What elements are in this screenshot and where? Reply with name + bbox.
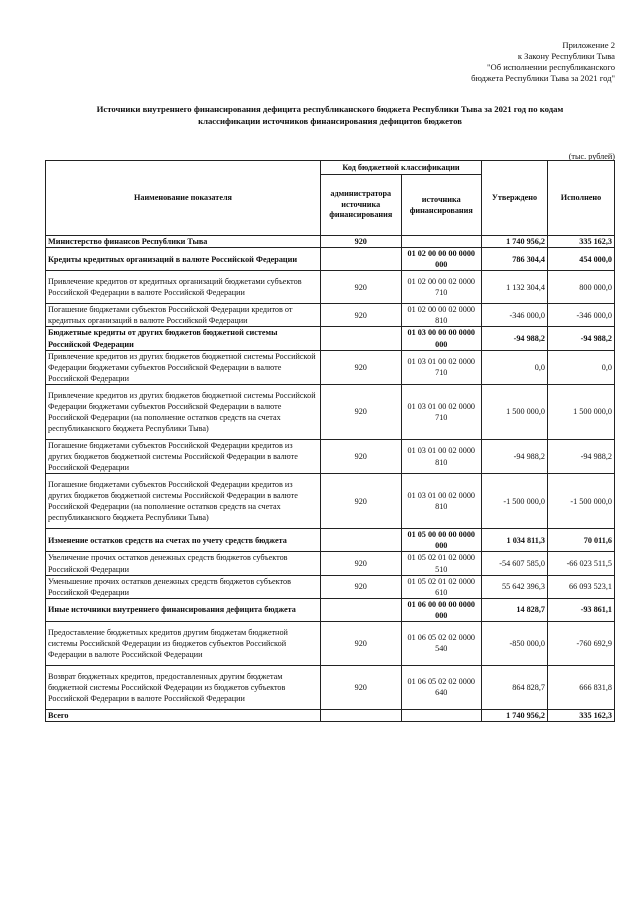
appendix-line: Приложение 2 [562, 40, 615, 50]
row-administrator-cell [321, 248, 402, 271]
row-name-cell: Министерство финансов Республики Тыва [46, 236, 321, 248]
table-row [46, 248, 615, 271]
row-executed-cell: -66 023 511,5 [548, 552, 615, 575]
table-row [46, 575, 615, 598]
row-source-code-cell: 01 02 00 00 02 0000 710 [401, 271, 482, 304]
row-name-cell: Кредиты кредитных организаций в валюте Российской Федерации [46, 248, 321, 271]
row-executed-cell: -1 500 000,0 [548, 474, 615, 529]
row-executed-cell: -93 861,1 [548, 598, 615, 621]
row-executed-cell: -94 988,2 [548, 439, 615, 473]
row-administrator-cell: 920 [321, 575, 402, 598]
row-administrator-cell: 920 [321, 439, 402, 473]
row-administrator-cell: 920 [321, 665, 402, 709]
row-name-cell: Возврат бюджетных кредитов, предоставленных другим бюджетам бюджетной системы Российской Федерации из бюджетов субъектов Российской Федерации в валюте Российской Федерации [46, 665, 321, 709]
row-approved-cell: 786 304,4 [482, 248, 548, 271]
table-row [46, 552, 615, 575]
row-executed-cell: 335 162,3 [548, 236, 615, 248]
row-source-code-cell: 01 02 00 00 02 0000 810 [401, 304, 482, 327]
header-code-group: Код бюджетной классификации [321, 161, 482, 175]
row-administrator-cell [321, 529, 402, 552]
row-name-cell: Бюджетные кредиты от других бюджетов бюджетной системы Российской Федерации [46, 327, 321, 350]
units-label: (тыс. рублей) [568, 152, 615, 161]
appendix-line: к Закону Республики Тыва [517, 51, 615, 61]
row-administrator-cell: 920 [321, 621, 402, 665]
row-administrator-cell [321, 598, 402, 621]
row-source-code-cell [401, 709, 482, 721]
row-name-cell: Уменьшение прочих остатков денежных средств бюджетов субъектов Российской Федерации [46, 575, 321, 598]
row-approved-cell: 0,0 [482, 350, 548, 384]
header-name: Наименование показателя [46, 161, 321, 236]
row-approved-cell: -54 607 585,0 [482, 552, 548, 575]
row-approved-cell: 1 034 811,3 [482, 529, 548, 552]
table-row [46, 271, 615, 304]
row-approved-cell: 55 642 396,3 [482, 575, 548, 598]
row-executed-cell: 66 093 523,1 [548, 575, 615, 598]
row-approved-cell: -94 988,2 [482, 439, 548, 473]
row-source-code-cell: 01 02 00 00 00 0000 000 [401, 248, 482, 271]
table-row [46, 598, 615, 621]
row-name-cell: Привлечение кредитов из других бюджетов бюджетной системы Российской Федерации бюджетами субъектов Российской Федерации в валюте Российской Федерации [46, 350, 321, 384]
document-title [60, 104, 600, 127]
row-source-code-cell: 01 05 02 01 02 0000 610 [401, 575, 482, 598]
row-source-code-cell: 01 03 01 00 02 0000 810 [401, 474, 482, 529]
row-name-cell: Увеличение прочих остатков денежных средств бюджетов субъектов Российской Федерации [46, 552, 321, 575]
row-approved-cell: -850 000,0 [482, 621, 548, 665]
row-name-cell: Предоставление бюджетных кредитов другим бюджетам бюджетной системы Российской Федерации из бюджетов субъектов Российской Федерации в валюте Российской Федерации [46, 621, 321, 665]
title-line: Источники внутреннего финансирования дефицита республиканского бюджета Республики Тыва за 2021 год по кодам [96, 104, 564, 114]
row-administrator-cell [321, 327, 402, 350]
header-administrator: администратора источника финансирования [321, 175, 402, 236]
table-row [46, 474, 615, 529]
header-source: источника финансирования [401, 175, 482, 236]
row-name-cell: Погашение бюджетами субъектов Российской Федерации кредитов из других бюджетов бюджетной системы Российской Федерации в валюте Российской Федерации [46, 439, 321, 473]
row-administrator-cell [321, 709, 402, 721]
row-administrator-cell: 920 [321, 552, 402, 575]
row-source-code-cell: 01 05 02 01 02 0000 510 [401, 552, 482, 575]
row-name-cell: Привлечение кредитов из других бюджетов бюджетной системы Российской Федерации бюджетами субъектов Российской Федерации в валюте Российской Федерации (на пополнение остатков средств на счетах республиканского бюджета Республики Тыва) [46, 384, 321, 439]
table-row [46, 439, 615, 473]
row-approved-cell: -94 988,2 [482, 327, 548, 350]
row-approved-cell: 864 828,7 [482, 665, 548, 709]
row-approved-cell: -1 500 000,0 [482, 474, 548, 529]
appendix-note [355, 40, 615, 84]
row-source-code-cell: 01 05 00 00 00 0000 000 [401, 529, 482, 552]
row-administrator-cell: 920 [321, 304, 402, 327]
row-executed-cell: 800 000,0 [548, 271, 615, 304]
row-administrator-cell: 920 [321, 271, 402, 304]
row-executed-cell: 454 000,0 [548, 248, 615, 271]
row-executed-cell: -94 988,2 [548, 327, 615, 350]
appendix-line: "Об исполнении республиканского [487, 62, 615, 72]
row-executed-cell: -760 692,9 [548, 621, 615, 665]
row-executed-cell: -346 000,0 [548, 304, 615, 327]
row-approved-cell: 1 740 956,2 [482, 236, 548, 248]
row-executed-cell: 666 831,8 [548, 665, 615, 709]
row-name-cell: Всего [46, 709, 321, 721]
appendix-line: бюджета Республики Тыва за 2021 год" [471, 73, 615, 83]
row-executed-cell: 335 162,3 [548, 709, 615, 721]
table-row [46, 529, 615, 552]
table-row [46, 304, 615, 327]
header-approved: Утверждено [482, 161, 548, 236]
row-administrator-cell: 920 [321, 236, 402, 248]
row-approved-cell: -346 000,0 [482, 304, 548, 327]
row-source-code-cell: 01 06 00 00 00 0000 000 [401, 598, 482, 621]
table-row [46, 709, 615, 721]
row-approved-cell: 1 740 956,2 [482, 709, 548, 721]
row-approved-cell: 14 828,7 [482, 598, 548, 621]
row-administrator-cell: 920 [321, 474, 402, 529]
table-row [46, 384, 615, 439]
table-body [46, 236, 615, 722]
row-source-code-cell: 01 03 01 00 02 0000 810 [401, 439, 482, 473]
row-administrator-cell: 920 [321, 384, 402, 439]
table-row [46, 665, 615, 709]
row-administrator-cell: 920 [321, 350, 402, 384]
row-name-cell: Иные источники внутреннего финансирования дефицита бюджета [46, 598, 321, 621]
row-name-cell: Погашение бюджетами субъектов Российской Федерации кредитов от кредитных организаций в валюте Российской Федерации [46, 304, 321, 327]
row-source-code-cell: 01 06 05 02 02 0000 640 [401, 665, 482, 709]
row-executed-cell: 0,0 [548, 350, 615, 384]
table-row [46, 236, 615, 248]
row-approved-cell: 1 500 000,0 [482, 384, 548, 439]
row-source-code-cell: 01 06 05 02 02 0000 540 [401, 621, 482, 665]
row-source-code-cell: 01 03 01 00 02 0000 710 [401, 350, 482, 384]
table-row [46, 327, 615, 350]
budget-table [45, 160, 615, 722]
row-name-cell: Изменение остатков средств на счетах по учету средств бюджета [46, 529, 321, 552]
table-row [46, 621, 615, 665]
row-name-cell: Привлечение кредитов от кредитных организаций бюджетами субъектов Российской Федерации в валюте Российской Федерации [46, 271, 321, 304]
row-source-code-cell: 01 03 00 00 00 0000 000 [401, 327, 482, 350]
row-executed-cell: 70 011,6 [548, 529, 615, 552]
row-approved-cell: 1 132 304,4 [482, 271, 548, 304]
row-executed-cell: 1 500 000,0 [548, 384, 615, 439]
row-name-cell: Погашение бюджетами субъектов Российской Федерации кредитов из других бюджетов бюджетной системы Российской Федерации в валюте Российской Федерации (на пополнение остатков средств на счетах республиканского бюджета Республики Тыва) [46, 474, 321, 529]
header-executed: Исполнено [548, 161, 615, 236]
row-source-code-cell [401, 236, 482, 248]
table-row [46, 350, 615, 384]
title-line: классификации источников финансирования дефицитов бюджетов [198, 115, 462, 126]
row-source-code-cell: 01 03 01 00 02 0000 710 [401, 384, 482, 439]
